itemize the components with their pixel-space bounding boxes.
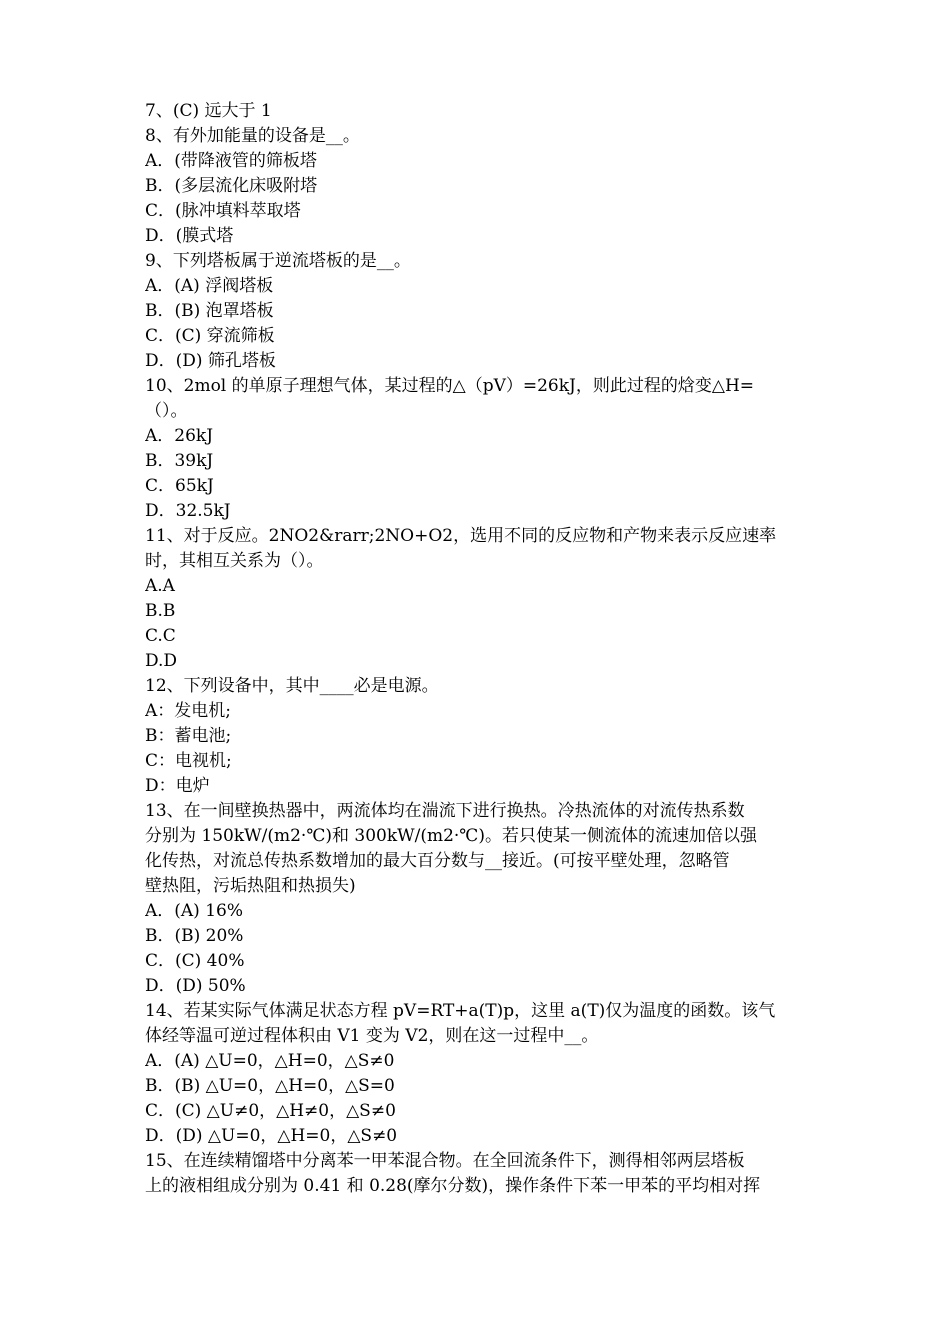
question-11-cont: 时，其相互关系为（）。 (145, 551, 324, 571)
option-b: B.B (145, 601, 176, 621)
text-line: 7、(C) 远大于 1 (145, 101, 272, 121)
option-c: C．(C) 穿流筛板 (145, 326, 275, 346)
question-10: 10、2mol 的单原子理想气体，某过程的△（pV）=26kJ，则此过程的焓变△H= (145, 376, 755, 396)
question-13: 13、在一间壁换热器中，两流体均在湍流下进行换热。冷热流体的对流传热系数 (145, 801, 745, 821)
option-d: D.D (145, 651, 178, 671)
option-d: D．(D) 50% (145, 976, 246, 996)
option-b: B：蓄电池; (145, 726, 232, 746)
option-c: C．(脉冲填料萃取塔 (145, 201, 301, 221)
option-b: B．(B) △U=0，△H=0，△S=0 (145, 1076, 395, 1096)
option-c: C．65kJ (145, 476, 214, 496)
option-a: A．(A) △U=0，△H=0，△S≠0 (145, 1051, 395, 1071)
document-page (145, 99, 810, 1199)
question-9: 9、下列塔板属于逆流塔板的是__。 (145, 251, 411, 271)
question-8: 8、有外加能量的设备是__。 (145, 126, 360, 146)
option-b: B．(B) 泡罩塔板 (145, 301, 274, 321)
question-14: 14、若某实际气体满足状态方程 pV=RT+a(T)p，这里 a(T)仅为温度的函数。该气 (145, 1001, 776, 1021)
option-a: A．(A) 16% (145, 901, 244, 921)
option-a: A：发电机; (145, 701, 232, 721)
question-11: 11、对于反应。2NO2&rarr;2NO+O2，选用不同的反应物和产物来表示反应速率 (145, 526, 777, 546)
option-c: C．(C) 40% (145, 951, 245, 971)
question-14-cont: 体经等温可逆过程体积由 V1 变为 V2，则在这一过程中__。 (145, 1026, 599, 1046)
option-a: A．(A) 浮阀塔板 (145, 276, 274, 296)
option-d: D．32.5kJ (145, 501, 231, 521)
question-15-cont: 上的液相组成分别为 0.41 和 0.28(摩尔分数)，操作条件下苯一甲苯的平均相对挥 (145, 1176, 761, 1196)
option-c: C：电视机; (145, 751, 232, 771)
question-13-cont: 分别为 150kW/(m2·℃)和 300kW/(m2·℃)。若只使某一侧流体的流速加倍以强 (145, 826, 757, 846)
option-a: A．(带降液管的筛板塔 (145, 151, 317, 171)
option-d: D．(膜式塔 (145, 226, 234, 246)
option-d: D．(D) △U=0，△H=0，△S≠0 (145, 1126, 398, 1146)
option-b: B．(多层流化床吸附塔 (145, 176, 318, 196)
option-a: A．26kJ (145, 426, 214, 446)
option-a: A.A (145, 576, 175, 596)
option-d: D：电炉 (145, 776, 210, 796)
option-b: B．39kJ (145, 451, 214, 471)
question-12: 12、下列设备中，其中____必是电源。 (145, 676, 439, 696)
question-13-cont: 壁热阻，污垢热阻和热损失) (145, 876, 356, 896)
question-10-cont: （）。 (145, 401, 188, 421)
question-13-cont: 化传热，对流总传热系数增加的最大百分数与__接近。(可按平壁处理，忽略管 (145, 851, 730, 871)
option-d: D．(D) 筛孔塔板 (145, 351, 276, 371)
option-c: C．(C) △U≠0，△H≠0，△S≠0 (145, 1101, 396, 1121)
option-b: B．(B) 20% (145, 926, 244, 946)
question-15: 15、在连续精馏塔中分离苯一甲苯混合物。在全回流条件下，测得相邻两层塔板 (145, 1151, 745, 1171)
option-c: C.C (145, 626, 176, 646)
